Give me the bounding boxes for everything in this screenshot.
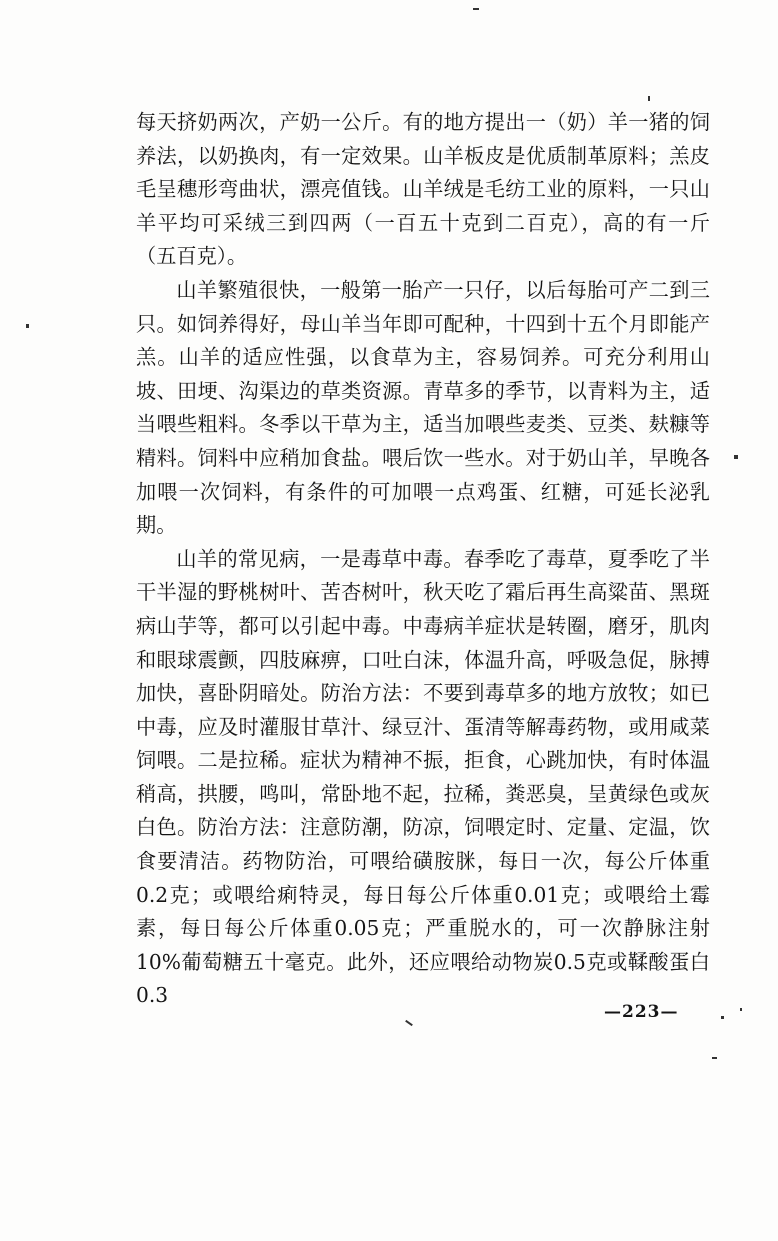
scan-speck [648, 96, 650, 101]
paragraph-goat-common-diseases: 山羊的常见病，一是毒草中毒。春季吃了毒草，夏季吃了半干半湿的野桃树叶、苦杏树叶，秋天吃了霜后再生高粱苗、黑斑病山芋等，都可以引起中毒。中毒病羊症状是转圈，磨牙，肌肉和眼球震颤，四肢麻痹，口吐白沫，体温升高，呼吸急促，脉搏加快，喜卧阴暗处。防治方法：不要到毒草多的地方放牧；如已中毒，应及时灌服甘草汁、绿豆汁、蛋清等解毒药物，或用咸菜饲喂。二是拉稀。症状为精神不振，拒食，心跳加快，有时体温稍高，拱腰，鸣叫，常卧地不起，拉稀，粪恶臭，呈黄绿色或灰白色。防治方法：注意防潮，防凉，饲喂定时、定量、定温，饮食要清洁。药物防治，可喂给磺胺脒，每日一次，每公斤体重0.2克；或喂给痢特灵，每日每公斤体重0.01克；或喂给土霉素，每日每公斤体重0.05克；严重脱水的，可一次静脉注射10%葡萄糖五十毫克。此外，还应喂给动物炭0.5克或鞣酸蛋白0.3 [136, 546, 710, 1008]
body-text [136, 106, 710, 1013]
scan-speck [473, 8, 479, 10]
paragraph-goat-breeding-and-feeding: 山羊繁殖很快，一般第一胎产一只仔，以后每胎可产二到三只。如饲养得好，母山羊当年即可配种，十四到十五个月即能产羔。山羊的适应性强，以食草为主，容易饲养。可充分利用山坡、田埂、沟渠边的草类资源。青草多的季节，以青料为主，适当喂些粗料。冬季以干草为主，适当加喂些麦类、豆类、麸糠等精料。饲料中应稍加食盐。喂后饮一些水。对于奶山羊，早晚各加喂一次饲料，有条件的可加喂一点鸡蛋、红糖，可延长泌乳期。 [136, 277, 710, 538]
scan-speck [405, 1020, 413, 1026]
scan-speck [734, 455, 738, 459]
scan-speck [712, 1057, 717, 1059]
paragraph-goat-milk-and-products: 每天挤奶两次，产奶一公斤。有的地方提出一（奶）羊一猪的饲养法，以奶换肉，有一定效果。山羊板皮是优质制革原料；羔皮毛呈穗形弯曲状，漂亮值钱。山羊绒是毛纺工业的原料，一只山羊平均可采绒三到四两（一百五十克到二百克），高的有一斤（五百克）。 [136, 110, 710, 269]
page-number: —223— [604, 1002, 679, 1022]
scan-speck [721, 1016, 724, 1019]
scan-speck [26, 324, 29, 328]
scan-speck [740, 1008, 742, 1011]
